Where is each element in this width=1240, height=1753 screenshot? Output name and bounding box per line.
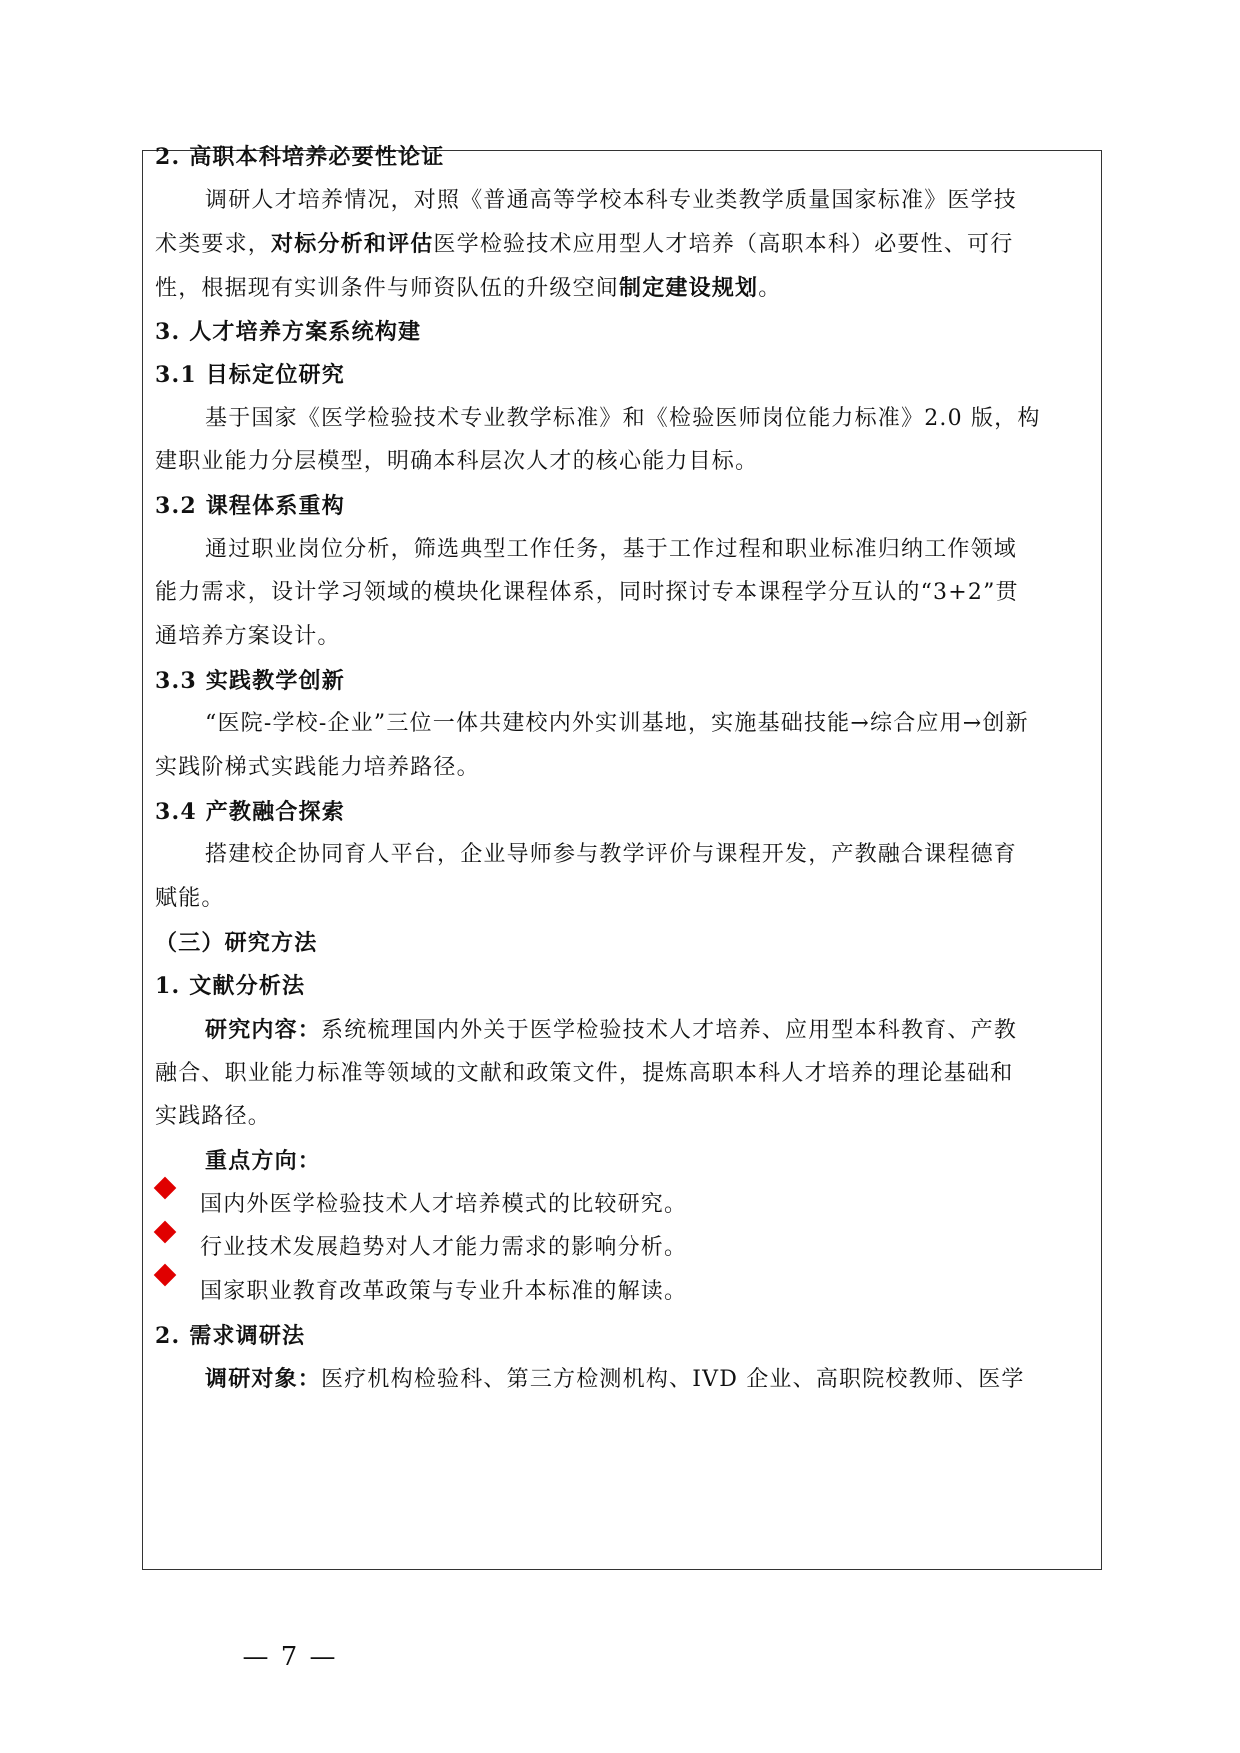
content-label: 研究内容： xyxy=(205,1017,322,1043)
section-3-3-heading: 3.3 实践教学创新 xyxy=(155,668,345,694)
section-3-2-line-2: 能力需求，设计学习领域的模块化课程体系，同时探讨专本课程学分互认的“3+2”贯 xyxy=(155,580,1019,605)
focus-bullet-item: 行业技术发展趋势对人才能力需求的影响分析。 xyxy=(200,1235,688,1260)
section-3-4-line-1: 搭建校企协同育人平台，企业导师参与教学评价与课程开发，产教融合课程德育 xyxy=(205,842,1018,867)
method-1-content-line-2: 融合、职业能力标准等领域的文献和政策文件，提炼高职本科人才培养的理论基础和 xyxy=(155,1061,1014,1086)
text-run: 系统梳理国内外关于医学检验技术人才培养、应用型本科教育、产教 xyxy=(321,1018,1018,1043)
method-1-focus-label: 重点方向： xyxy=(205,1148,322,1174)
text-run: 医疗机构检验科、第三方检测机构、IVD 企业、高职院校教师、医学 xyxy=(321,1367,1025,1392)
section-3-2-line-3: 通培养方案设计。 xyxy=(155,624,341,649)
section-3-2-heading: 3.2 课程体系重构 xyxy=(155,493,345,519)
section-2-heading: 2. 高职本科培养必要性论证 xyxy=(155,144,445,170)
method-1-content-line-3: 实践路径。 xyxy=(155,1104,272,1129)
focus-bullet-item: 国家职业教育改革政策与专业升本标准的解读。 xyxy=(200,1279,688,1304)
bold-text-run: 制定建设规划 xyxy=(619,275,759,301)
section-3-3-line-2: 实践阶梯式实践能力培养路径。 xyxy=(155,755,480,780)
section-2-paragraph-line-3 xyxy=(155,271,1090,306)
section-3-4-line-2: 赋能。 xyxy=(155,886,225,911)
text-run: 性，根据现有实训条件与师资队伍的升级空间 xyxy=(155,276,620,301)
focus-bullet-item: 国内外医学检验技术人才培养模式的比较研究。 xyxy=(200,1192,688,1217)
section-3-4-heading: 3.4 产教融合探索 xyxy=(155,799,345,825)
section-3-heading: 3. 人才培养方案系统构建 xyxy=(155,319,422,345)
bold-text-run: 对标分析和评估 xyxy=(271,231,434,257)
text-run: 。 xyxy=(758,276,782,301)
method-1-content-line-1 xyxy=(205,1013,1090,1048)
text-run: 医学检验技术应用型人才培养（高职本科）必要性、可行 xyxy=(433,232,1014,257)
section-3-1-line-2: 建职业能力分层模型，明确本科层次人才的核心能力目标。 xyxy=(155,449,759,474)
section-3-1-heading: 3.1 目标定位研究 xyxy=(155,362,345,388)
target-label: 调研对象： xyxy=(205,1366,322,1392)
methods-heading: （三）研究方法 xyxy=(155,930,318,956)
section-3-2-line-1: 通过职业岗位分析，筛选典型工作任务，基于工作过程和职业标准归纳工作领域 xyxy=(205,537,1018,562)
page-number: — 7 — xyxy=(242,1642,338,1672)
section-2-paragraph-line-1: 调研人才培养情况，对照《普通高等学校本科专业类教学质量国家标准》医学技 xyxy=(205,188,1018,213)
section-3-3-line-1: “医院-学校-企业”三位一体共建校内外实训基地，实施基础技能→综合应用→创新 xyxy=(205,711,1029,736)
method-2-target-line-1 xyxy=(205,1362,1090,1397)
method-1-heading: 1. 文献分析法 xyxy=(155,973,306,999)
section-2-paragraph-line-2 xyxy=(155,227,1090,262)
section-3-1-line-1: 基于国家《医学检验技术专业教学标准》和《检验医师岗位能力标准》2.0 版，构 xyxy=(205,406,1041,431)
text-run: 术类要求， xyxy=(155,232,272,257)
method-2-heading: 2. 需求调研法 xyxy=(155,1323,306,1349)
